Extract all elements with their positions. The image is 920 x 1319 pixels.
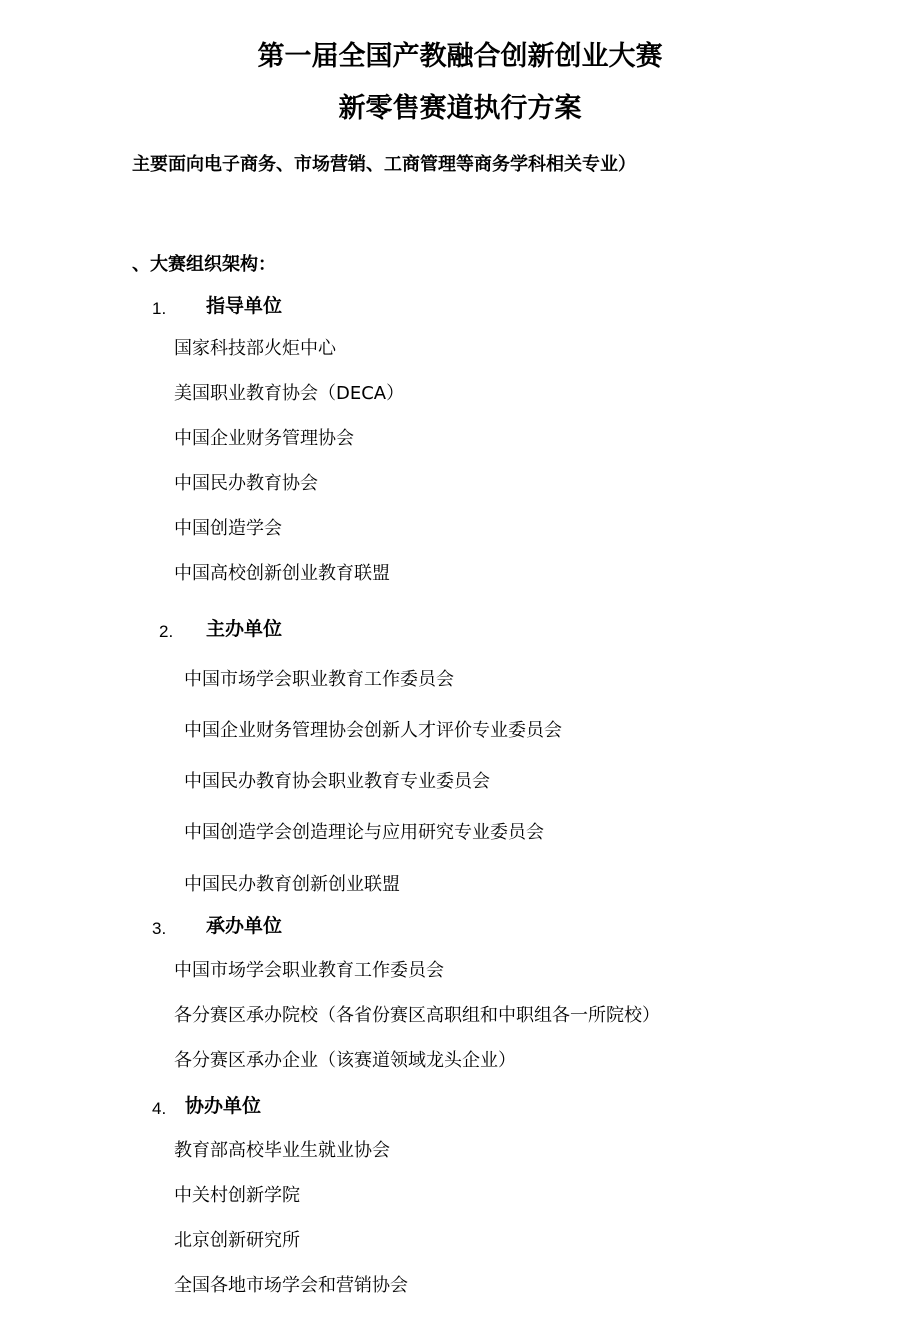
list-item: 中国市场学会职业教育工作委员会 xyxy=(174,960,444,981)
group-number: 3. xyxy=(152,919,167,938)
group-heading: 主办单位 xyxy=(206,618,283,640)
group-number: 2. xyxy=(159,622,174,641)
group-heading: 指导单位 xyxy=(206,295,283,317)
list-item: 中国市场学会职业教育工作委员会 xyxy=(184,669,454,690)
list-item: 中国民办教育协会 xyxy=(174,473,318,494)
list-item: 北京创新研究所 xyxy=(174,1230,300,1251)
group-heading: 承办单位 xyxy=(206,915,283,937)
group-number: 4. xyxy=(152,1099,167,1118)
list-item: 国家科技部火炬中心 xyxy=(174,338,336,359)
list-item: 中国企业财务管理协会创新人才评价专业委员会 xyxy=(184,720,562,741)
list-item: 中国创造学会 xyxy=(174,518,282,539)
group-heading: 协办单位 xyxy=(185,1095,262,1117)
list-item: 教育部高校毕业生就业协会 xyxy=(174,1140,390,1161)
list-item: 中国企业财务管理协会 xyxy=(174,428,354,449)
list-item: 中国高校创新创业教育联盟 xyxy=(174,563,390,584)
list-item: 中国民办教育协会职业教育专业委员会 xyxy=(184,771,490,792)
list-item: 全国各地市场学会和营销协会 xyxy=(174,1275,408,1296)
section-title: 、大赛组织架构： xyxy=(132,254,276,275)
list-item: 中国民办教育创新创业联盟 xyxy=(184,874,400,895)
document-title-line-1: 第一届全国产教融合创新创业大赛 xyxy=(257,41,663,72)
list-item: 各分赛区承办企业（该赛道领域龙头企业） xyxy=(174,1050,516,1071)
list-item: 中关村创新学院 xyxy=(174,1185,300,1206)
list-item: 各分赛区承办院校（各省份赛区高职组和中职组各一所院校） xyxy=(174,1005,660,1026)
document-title-line-2: 新零售赛道执行方案 xyxy=(338,93,582,124)
document-subtitle: 主要面向电子商务、市场营销、工商管理等商务学科相关专业） xyxy=(132,154,636,175)
group-number: 1. xyxy=(152,299,167,318)
list-item: 中国创造学会创造理论与应用研究专业委员会 xyxy=(184,822,544,843)
list-item: 美国职业教育协会（DECA） xyxy=(174,383,405,404)
